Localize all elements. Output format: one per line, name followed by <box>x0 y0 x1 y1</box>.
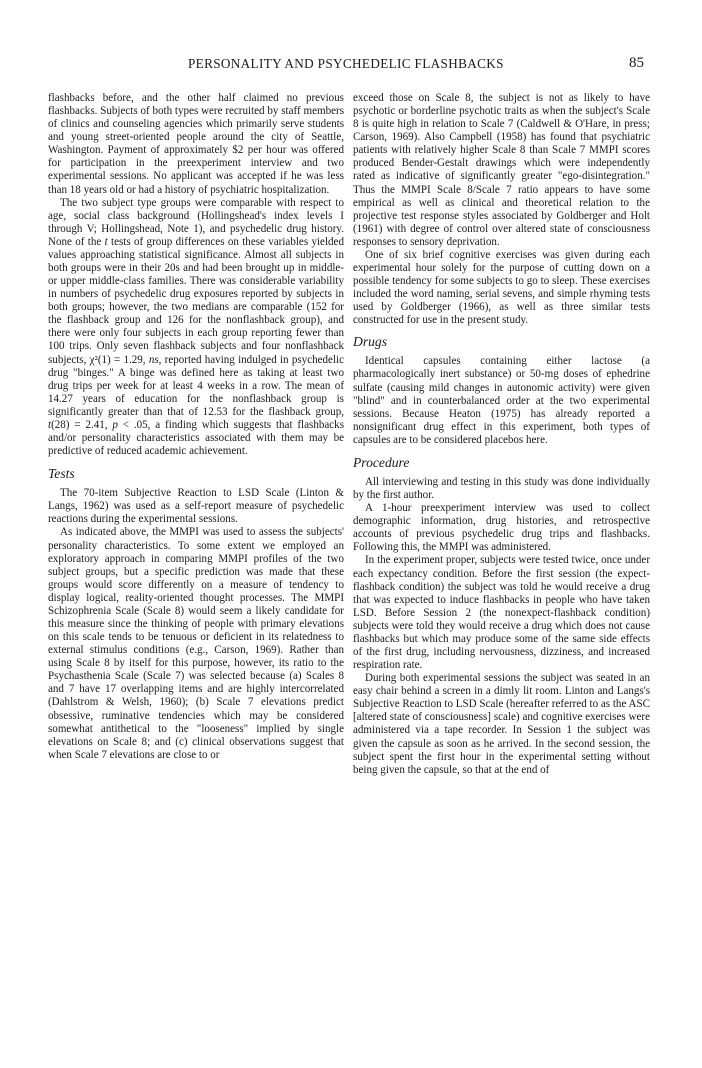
right-column <box>353 92 650 777</box>
paragraph-lsd-scale: The 70-item Subjective Reaction to LSD Scale (Linton & Langs, 1962) was used as a self-report measure of psychedelic reactions during the experimental sessions. <box>48 487 344 526</box>
paragraph-interviewing: All interviewing and testing in this study was done individually by the first author. <box>353 475 650 502</box>
left-column <box>48 92 344 762</box>
text-segment: < .05, a finding which suggests that flashbacks and/or personality characteristics associated with them may be predictive of reduced academic achievement. <box>48 418 344 458</box>
stat-symbol-t: t <box>104 235 108 248</box>
section-heading-procedure: Procedure <box>353 454 410 470</box>
text-segment: , reported having indulged in psychedelic drug "binges." A binge was defined here as taking at least two drug trips per week for at least 4 weeks in a row. The mean of 14.27 years of education for the nonflashback group is significantly greater than that of 12.53 for the flashback group, <box>48 353 344 418</box>
stat-symbol-p: p <box>112 418 118 431</box>
running-head: PERSONALITY AND PSYCHEDELIC FLASHBACKS <box>188 56 504 71</box>
paragraph-sessions: During both experimental sessions the subject was seated in an easy chair behind a screen in a dimly lit room. Linton and Langs's Subjective Reaction to LSD Scale (hereafter referred to as the ASC [altered state of consciousness] scale) and cognitive exercises were administered via a tape recorder. In Session 1 the subject was given the capsule as soon as he arrived. In the second session, the subject spent the first hour in the experimental setting without being given the capsule, so that at the end of <box>353 672 650 776</box>
paragraph-preexperiment: A 1-hour preexperiment interview was used to collect demographic information, drug histories, and retrospective accounts of previous psychedelic drug trips and flashbacks. Following this, the MMPI was administered. <box>353 502 650 554</box>
text-segment: tests of group differences on these variables yielded values approaching statistical significance. Almost all subjects in both groups were in their 20s and had been brought up in middle- or upper middle-class families. There was considerable variability in numbers of psychedelic drug exposures reported by subjects in both groups; however, the two medians are comparable (152 for the flashback group and 126 for the nonflashback group), and there were only four subjects in each group reporting fewer than 100 trips. Only seven flashback subjects and four nonflashback subjects, χ²(1) = 1.29, <box>48 235 344 366</box>
paragraph-subjects-continued: flashbacks before, and the other half claimed no previous flashbacks. Subjects of both types were recruited by staff members of clinics and counseling agencies which primarily serve students and young street-oriented people around the city of Seattle, Washington. Payment of approximately $2 per hour was offered for participation in the preexperiment interview and two experimental sessions. No applicant was accepted if he was less than 18 years old or had a history of psychiatric hospitalization. <box>48 92 344 196</box>
section-heading-drugs: Drugs <box>353 334 387 350</box>
paragraph-capsules: Identical capsules containing either lactose (a pharmacologically inert substance) or 50-mg doses of ephedrine sulfate (causing mild changes in autonomic activity) were given "blind" and in counterbalanced order at the two experimental sessions. Because Heaton (1975) has already reported a nonsignificant drug effect in this experiment, both types of capsules are to be considered placebos here. <box>353 355 650 446</box>
section-heading-tests: Tests <box>48 466 75 482</box>
paragraph-subject-groups <box>48 197 344 459</box>
paragraph-mmpi-continued: exceed those on Scale 8, the subject is not as likely to have psychotic or borderline psychotic traits as when the subject's Scale 8 is quite high in relation to Scale 7 (Caldwell & O'Hare, in press; Carson, 1969). Also Campbell (1958) has found that psychiatric patients with relatively higher Scale 8 than Scale 7 MMPI scores produced Bender-Gestalt drawings which were independently rated as indicative of significantly greater "ego-disintegration." Thus the MMPI Scale 8/Scale 7 ratio appears to have some empirical as well as clinical and theoretical relation to the projective test response styles associated by Goldberger and Holt (1961) with degree of control over altered state of consciousness responses to sensory deprivation. <box>353 92 650 248</box>
paragraph-cognitive-exercises: One of six brief cognitive exercises was given during each experimental hour solely for the purpose of cutting down on a possible tendency for some subjects to go to sleep. These exercises included the word naming, serial sevens, and simple rhyming tests used by Goldberger (1966), as well as three similar tests constructed for use in the present study. <box>353 248 650 327</box>
text-segment: The two subject type groups were comparable with respect to age, social class background (Hollingshead's index levels I through V; Hollingshead, Note 1), and psychedelic drug history. None of the <box>48 196 344 248</box>
text-segment: (28) = 2.41, <box>51 418 113 431</box>
stat-symbol-t: t <box>48 418 52 431</box>
paragraph-experiment-proper: In the experiment proper, subjects were tested twice, once under each expectancy condition. Before the first session (the expect-flashback condition) the subject was told he would receive a drug that was expected to induce flashbacks in people who have taken LSD. Before Session 2 (the nonexpect-flashback condition) subjects were told they would receive a drug which does not cause flashbacks but which may produce some of the same side effects of the first drug, including nervousness, dizziness, and increased respiration rate. <box>353 554 650 672</box>
paragraph-mmpi: As indicated above, the MMPI was used to assess the subjects' personality characteristics. To some extent we employed an exploratory approach in comparing MMPI profiles of the two subject groups, but a specific prediction was made that these groups would score differently on a measure of tendency to display logical, reality-oriented thought processes. The MMPI Schizophrenia Scale (Scale 8) would seem a likely candidate for this measure since the thinking of people with primary elevations on this scale tends to be tenuous or deficient in its relatedness to external stimulus conditions (e.g., Carson, 1969). Rather than using Scale 8 by itself for this purpose, however, its ratio to the Psychasthenia Scale (Scale 7) was selected because (a) Scales 8 and 7 have 17 overlapping items and are highly intercorrelated (Dahlstrom & Welsh, 1960); (b) Scale 7 elevations predict obsessive, ruminative tendencies which may be considered somewhat antithetical to the "looseness" implied by single elevations on Scale 8; and (c) clinical observations suggest that when Scale 7 elevations are close to or <box>48 526 344 761</box>
stat-symbol-ns: ns <box>148 353 159 366</box>
page-number: 85 <box>629 55 644 71</box>
